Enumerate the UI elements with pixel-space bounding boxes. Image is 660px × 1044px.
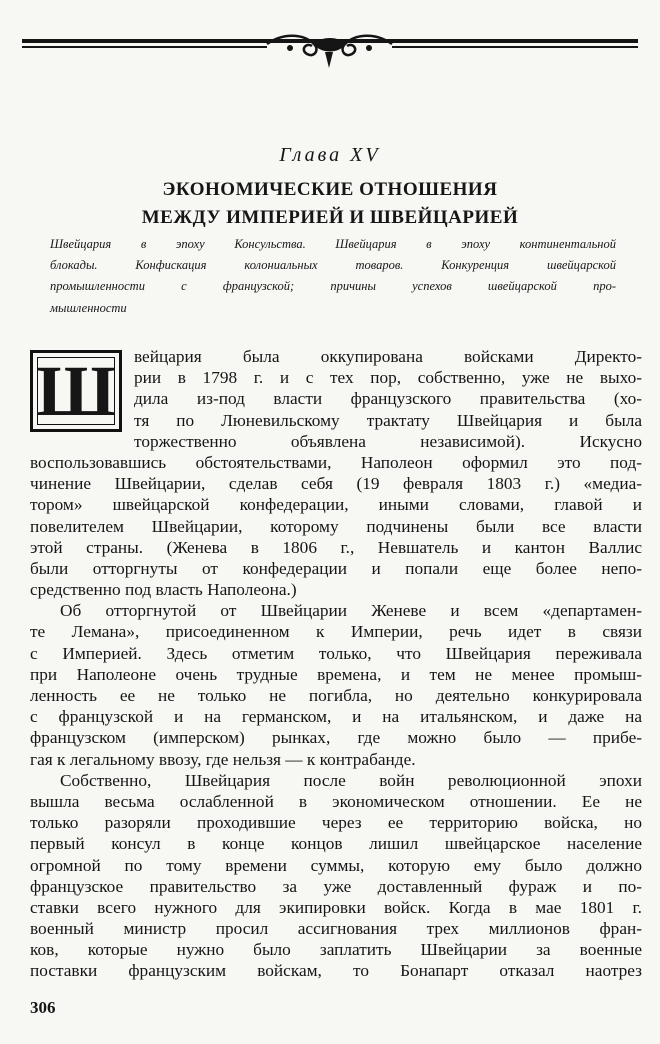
body-line: поставки французским войскам, то Бонапарт отказал наотрез [30, 961, 642, 981]
body-line: с Империей. Здесь отметим только, что Швейцария переживала [30, 643, 642, 663]
chapter-heading: Глава XV [279, 144, 381, 166]
body-line: тором» швейцарской конфедерации, иными словами, главой и [30, 495, 642, 515]
summary-line: мышленности [50, 300, 127, 315]
body-line: французском (имперском) рынках, где можно было — прибе- [30, 728, 642, 748]
body-line: огромной по тому времени суммы, которую ему было должно [30, 855, 642, 875]
body-line: гая к легальному ввозу, где нельзя — к контрабанде. [30, 749, 416, 769]
body-line: тя по Люневильскому трактату Швейцария и была [134, 410, 642, 430]
chapter-title [0, 176, 660, 232]
summary-line: блокады. Конфискация колониальных товаров. Конкуренция швейцарской [50, 258, 616, 273]
body-line: только разоряли проходившие через ее территорию войска, но [30, 813, 642, 833]
chapter-title-line-1: ЭКОНОМИЧЕСКИЕ ОТНОШЕНИЯ [162, 179, 498, 200]
body-line: с французской и на германском, и на итальянском, и даже на [30, 707, 642, 727]
body-line: ков, которые нужно было заплатить Швейцарии за военные [30, 940, 642, 960]
page-number: 306 [30, 998, 56, 1017]
body-line: были отторгнуты от конфедерации и попали еще более непо- [30, 558, 642, 578]
body-line: ленность ее не только не погибла, но деятельно конкурировала [30, 686, 642, 705]
body-line: те Лемана», присоединенном к Империи, речь идет в связи [30, 622, 642, 642]
summary-line: Швейцария в эпоху Консульства. Швейцария в эпоху континентальной [50, 237, 616, 251]
body-line: первый консул в конце концов лишил швейцарское население [30, 834, 642, 854]
body-line: чинение Швейцарии, сделав себя (19 февраля 1803 г.) «медиа- [30, 474, 642, 494]
body-line: средственно под власть Наполеона.) [30, 580, 297, 600]
body-line: французское правительство за уже доставленный фураж и по- [30, 876, 642, 896]
body-line: Собственно, Швейцария после войн революционной эпохи [60, 770, 642, 790]
body-line: вейцария была оккупирована войсками Директо- [134, 347, 642, 366]
body-line: рии в 1798 г. и с тех пор, собственно, уже не выхо- [134, 368, 642, 388]
body-line: дила из-под власти французского правительства (хо- [134, 389, 642, 409]
body-line: вышла весьма ослабленной в экономическом отношении. Ее не [30, 791, 642, 811]
body-line: военный министр просил ассигнования трех миллионов фран- [30, 919, 642, 939]
drop-cap-letter: Ш [36, 351, 116, 431]
body-line: при Наполеоне очень трудные времена, и тем не менее промыш- [30, 664, 642, 684]
summary-line: промышленности с французской; причины успехов швейцарской про- [50, 279, 616, 294]
header-ornament [22, 28, 638, 74]
chapter-summary [50, 236, 616, 317]
body-text [30, 346, 642, 982]
body-line: воспользовавшись обстоятельствами, Наполеон оформил это под- [30, 452, 642, 472]
drop-cap [30, 350, 122, 432]
body-line: этой страны. (Женева в 1806 г., Невшатель и кантон Валлис [30, 537, 642, 557]
body-line: ставки всего нужного для экипировки войск. Когда в мае 1801 г. [30, 897, 642, 917]
body-line: повелителем Швейцарии, которому подчинены были все власти [30, 516, 642, 536]
body-line: Об отторгнутой от Швейцарии Женеве и всем «департамен- [60, 601, 642, 621]
body-line: торжественно объявлена независимой). Искусно [134, 431, 642, 451]
chapter-title-line-2: МЕЖДУ ИМПЕРИЕЙ И ШВЕЙЦАРИЕЙ [141, 207, 519, 228]
